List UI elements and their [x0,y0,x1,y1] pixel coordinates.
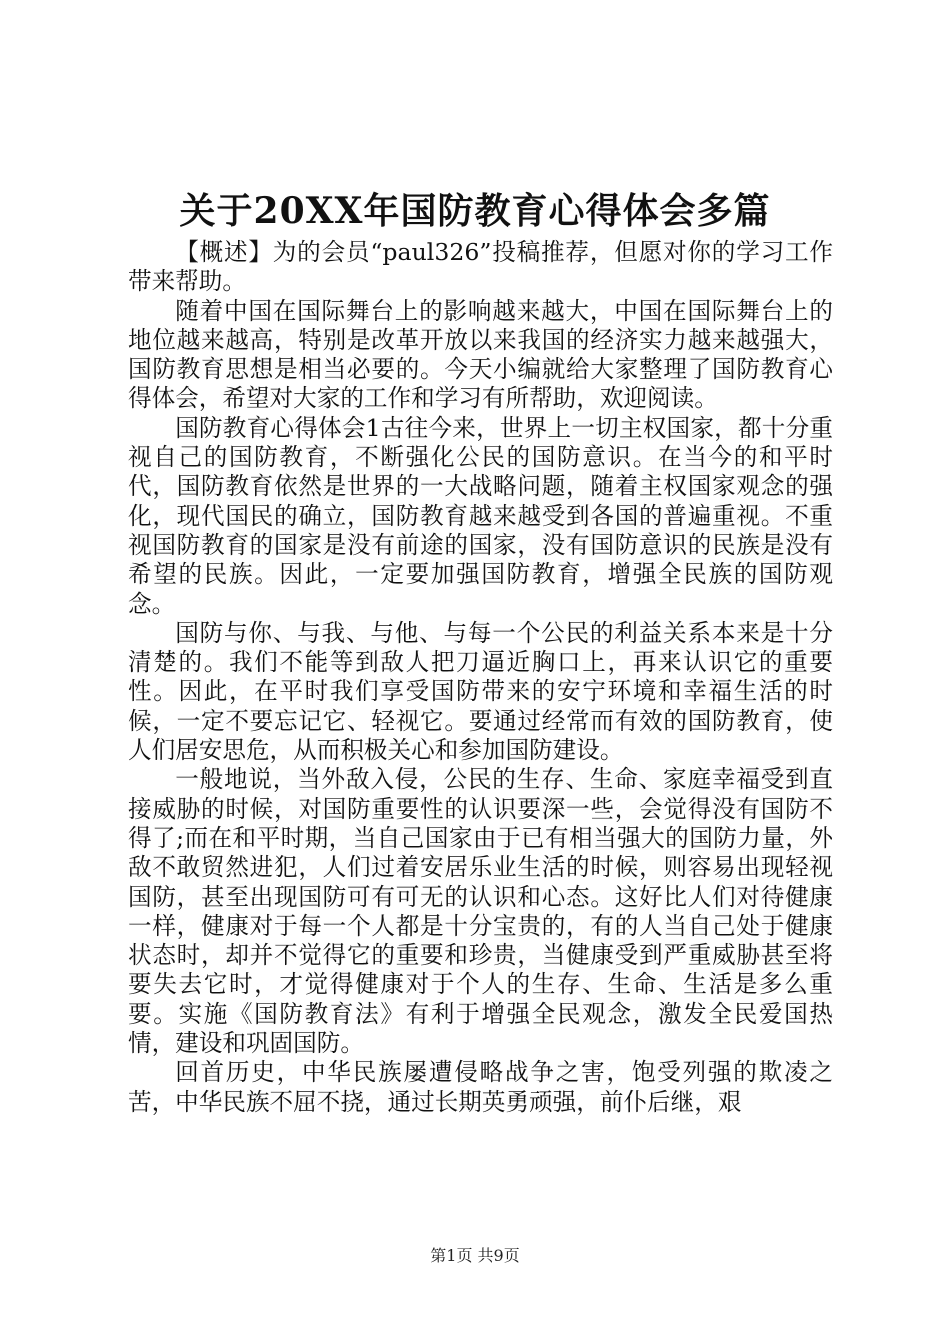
paragraph-national-defense-interest: 国防与你、与我、与他、与每一个公民的利益关系本来是十分清楚的。我们不能等到敌人把刀逼近胸口上，再来认识它的重要性。因此，在平时我们享受国防带来的安宁环境和幸福生活的时候，一定不要忘记它、轻视它。要通过经常而有效的国防教育，使人们居安思危，从而积极关心和参加国防建设。 [128,618,833,765]
paragraph-summary: 【概述】为的会员“paul326”投稿推荐，但愿对你的学习工作带来帮助。 [128,238,833,296]
document-body [128,238,833,1117]
paragraph-essay-1-opening: 国防教育心得体会1古往今来，世界上一切主权国家，都十分重视自己的国防教育，不断强化公民的国防意识。在当今的和平时代，国防教育依然是世界的一大战略问题，随着主权国家观念的强化，现代国民的确立，国防教育越来越受到各国的普遍重视。不重视国防教育的国家是没有前途的国家，没有国防意识的民族是没有希望的民族。因此，一定要加强国防教育，增强全民族的国防观念。 [128,413,833,618]
document-title: 关于20XX年国防教育心得体会多篇 [179,190,771,232]
paragraph-history: 回首历史，中华民族屡遭侵略战争之害，饱受列强的欺凌之苦，中华民族不屈不挠，通过长期英勇顽强，前仆后继，艰 [128,1058,833,1116]
paragraph-intro: 随着中国在国际舞台上的影响越来越大，中国在国际舞台上的地位越来越高，特别是改革开放以来我国的经济实力越来越强大，国防教育思想是相当必要的。今天小编就给大家整理了国防教育心得体会，希望对大家的工作和学习有所帮助，欢迎阅读。 [128,296,833,413]
page-number-footer: 第1页 共9页 [430,1246,520,1265]
paragraph-peacetime-awareness: 一般地说，当外敌入侵，公民的生存、生命、家庭幸福受到直接威胁的时候，对国防重要性的认识要深一些，会觉得没有国防不得了;而在和平时期，当自己国家由于已有相当强大的国防力量，外敌不敢贸然进犯，人们过着安居乐业生活的时候，则容易出现轻视国防，甚至出现国防可有可无的认识和心态。这好比人们对待健康一样，健康对于每一个人都是十分宝贵的，有的人当自己处于健康状态时，却并不觉得它的重要和珍贵，当健康受到严重威胁甚至将要失去它时，才觉得健康对于个人的生存、生命、生活是多么重要。实施《国防教育法》有利于增强全民观念，激发全民爱国热情，建设和巩固国防。 [128,765,833,1058]
